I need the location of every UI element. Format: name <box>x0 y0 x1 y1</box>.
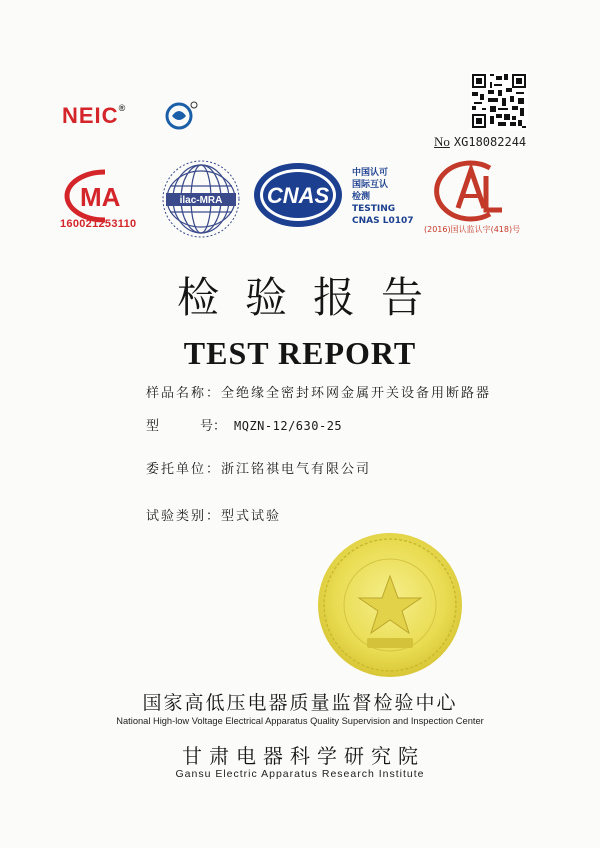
field-client: 委托单位：浙江铭祺电气有限公司 <box>146 462 372 477</box>
cal-code: (2016)国认监认字(418)号 <box>424 225 521 234</box>
institute-logo-icon <box>164 100 198 130</box>
institute-name-zh: 甘肃电器科学研究院 <box>182 744 425 768</box>
cal-mark-icon <box>428 158 514 224</box>
qr-code-icon <box>470 72 528 130</box>
certificate-number: No XG18082244 <box>434 134 527 149</box>
institution-name-en: National High-low Voltage Electrical Apparatus Quality Supervision and Inspection Center <box>116 716 484 726</box>
svg-text:MA: MA <box>80 182 121 212</box>
field-sample-name: 样品名称：全绝缘全密封环网金属开关设备用断路器 <box>146 386 492 401</box>
report-title-en: TEST REPORT <box>183 335 417 371</box>
neic-logo: NEIC® <box>62 103 127 128</box>
cma-code: 160021253110 <box>60 218 137 230</box>
cnas-mark-icon <box>252 160 344 230</box>
cnas-accreditation-text: 中国认可 国际互认 检测 TESTING CNAS L0107 <box>352 168 414 226</box>
svg-text:ilac-MRA: ilac-MRA <box>179 195 223 206</box>
field-model: 型 号： MQZN-12/630-25 <box>146 419 343 434</box>
institution-name-zh: 国家高低压电器质量监督检验中心 <box>142 692 458 714</box>
report-title-zh: 检验报告 <box>176 273 449 322</box>
official-seal-icon <box>315 530 465 680</box>
ilac-mra-mark-icon <box>160 158 242 240</box>
institute-name-en: Gansu Electric Apparatus Research Institute <box>175 768 425 780</box>
svg-text:CNAS: CNAS <box>266 183 330 208</box>
field-test-type: 试验类别：型式试验 <box>146 509 282 524</box>
